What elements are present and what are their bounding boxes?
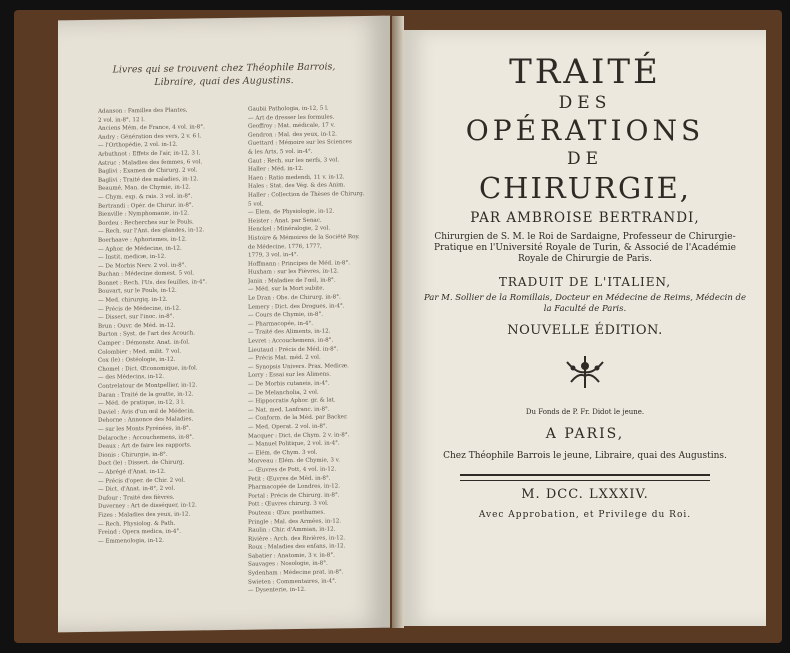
book-list-entry: Pott : Œuvres chirurg. 3 vol. [248,500,329,508]
book-list-entry: Janin : Maladies de l'œil, in-8°. [248,277,336,285]
book-list-entry: Pouteau : Œuv. posthumes. [248,509,325,517]
book-list-entry: — Emmenologia, in-12. [98,537,164,545]
book-list-entry: Andry : Génération des vers, 2 v. 6 l. [98,133,202,141]
book-list-entry: Haen : Ratio medendi, 11 v. in-12. [248,174,345,182]
book-list-entry: Pharmacopée de Londres, in-12. [248,483,341,491]
book-list-entry: — De Melancholia, 2 vol. [248,389,319,397]
book-list-entry: Chomel : Dict. Œconomique, in-fol. [98,365,198,373]
book-list-entry: — Instit. medicæ, in-12. [98,253,167,261]
book-list-entry: Bouvart, sur le Pouls, in-12. [98,288,177,296]
book-list-entry: Hales : Stat. des Vég. & des Anim. [248,182,346,191]
left-page-header [58,60,390,91]
title-de: DE [566,149,604,169]
book-list-column-1 [98,106,240,618]
book-list-entry: — Art de dresser les formules. [248,114,335,122]
title-des: DES [558,93,612,113]
book-gutter [392,16,404,628]
book-list-entry: Astruc : Maladies des femmes, 6 vol. [98,158,203,167]
book-list-entry: — Chym. exp. & rais. 3 vol. in-8°. [98,193,193,201]
title-page [404,30,766,626]
book-list-entry: Sauvages : Nosologie, in-8°. [248,561,328,569]
book-list-entry: Pringle : Mal. des Armées, in-12. [248,517,342,526]
book-list-entry: Cox (le) : Ostéologie, in-12. [98,356,176,364]
book-list-entry: Gaut : Rech. sur les nerfs, 3 vol. [248,156,340,165]
book-list-entry: Petit : Œuvres de Méd. in-8°. [248,475,331,483]
book-list-entry: Fizes : Maladies des yeux, in-12. [98,511,191,519]
book-list-entry: Adanson : Familles des Plantes, [98,107,188,115]
header-line: Libraire, quai des Augustins. [154,75,294,88]
book-list-entry: Roux : Maladies des enfans, in-12. [248,543,346,551]
book-list-entry: Duverney : Art de disséquer, in-12. [98,502,197,511]
translation-line: TRADUIT DE L'ITALIEN, [498,275,672,289]
book-list-entry: Deaux : Art de faire les rapports. [98,442,192,450]
book-list-entry: — Elém. de Chym. 3 vol. [248,449,318,457]
book-list-entry: — Conform. de la Méd. par Backer. [248,414,348,423]
book-list-entry: Delaroche : Accouchemens, in-8°. [98,433,194,442]
book-list-entry: Haller : Méd. in-12. [248,166,304,173]
book-list-entry: Boerhaave : Aphorismes, in-12. [98,236,187,244]
book-list-entry: Hoffmann : Principes de Méd. in-8°. [248,259,351,268]
imprint-city: A PARIS, [545,426,625,442]
book-list-entry: Swieten : Commentaires, in-4°. [248,578,337,586]
book-list-entry: Dionis : Chirurgie, in-8°. [98,451,168,459]
book-list-entry: — Rech. Physiolog. & Path. [98,520,176,528]
book-list-entry: — Œuvres de Pott, 4 vol. in-12. [248,466,337,474]
book-list-entry: Morveau : Elém. de Chymie, 3 v. [248,457,340,466]
book-list-entry: Freind : Opera medica, in-4°. [98,528,181,536]
book-list-entry: Bertrandi : Opér. de Chirur. in-8°. [98,201,194,210]
book-list-entry: — sur les Monts Pyrénées, in-8°. [98,425,191,433]
book-list-entry: — Méd. sur la Mort subite. [248,286,325,294]
privilege-line: Avec Approbation, et Privilege du Roi. [478,510,692,520]
book-list-entry: — Traité des Aliments, in-12. [248,328,331,337]
book-list-entry: & les Arts, 5 vol. in-4°. [248,148,313,156]
book-list-entry: Colombier : Med. milit. 7 vol. [98,348,181,356]
book-list-entry: — Abrégé d'Anat. in-12. [98,468,166,476]
book-list-entry: Sabatier : Anatomie, 3 v. in-8°. [248,552,335,560]
book-list-entry: Burton : Syst. de l'art des Acouch. [98,330,195,339]
book-list-entry: Bonnet : Rech. l'Us. des feuilles, in-4°. [98,279,208,287]
book-list-entry: Dufour : Traité des fièvres. [98,494,175,502]
book-list-entry: — Dysenterie, in-12. [248,587,306,594]
double-rule [460,474,710,481]
book-list-entry: 2 vol. in-8°, 12 l. [98,116,145,124]
book-list-entry: — De Morbis cutaneis, in-4°. [248,380,330,388]
book-list-entry: — Dict. d'Anat. in-8°, 2 vol. [98,485,176,493]
book-list-entry: — l'Orthopédie, 2 vol. in-12. [98,142,178,150]
book-list-entry: — Méd. de pratique, in-12, 3 l. [98,399,185,407]
printer-ornament-icon [561,352,609,392]
book-list-entry: Huxham : sur les Fièvres, in-12. [248,268,339,276]
book-list-entry: Daviel : Avis d'un œil de Médecin. [98,408,195,416]
book-list-entry: — Précis Mat. méd. 2 vol. [248,354,321,362]
book-list-entry: Sydenham : Médecine prat. in-8°. [248,569,344,577]
book-list-entry: Baglivi : Traité des maladies, in-12. [98,176,199,184]
printer-note: Du Fonds de P. Fr. Didot le jeune. [525,408,645,416]
book-list-entry: Macquer : Dict. de Chym. 2 v. in-8°. [248,431,350,440]
book-list-entry: 1779, 3 vol. in-4°. [248,252,299,259]
imprint-publisher: Chez Théophile Barrois le jeune, Libraire, quai des Augustins. [443,451,727,461]
book-list-entry: 5 vol. [248,200,264,208]
book-list-entry: Geoffroy : Mat. médicale, 17 v. [248,122,335,130]
book-list-entry: Portal : Précis de Chirurg. in-8°. [248,492,340,500]
book-list-entry: Bienville : Nymphomanie, in-12. [98,210,190,218]
book-list-entry: — Précis de Médecine, in-12. [98,305,181,313]
book-list-entry: Lemery : Dict. des Drogues, in-4°. [248,302,345,311]
book-list-entry: Dehorne : Annonce des Maladies. [98,416,194,425]
book-list-entry: Gaubii Pathologia, in-12, 5 l. [248,105,329,113]
book-list-entry: Brun : Ouvr. de Méd. in-12. [98,322,176,330]
book-list-entry: — Précis d'oper. de Chir. 2 vol. [98,477,186,485]
book-list-entry: Levret : Accouchemens, in-8°. [248,337,334,345]
title-operations: OPÉRATIONS [465,114,705,147]
book-list-entry: Buchan : Médecine domest. 5 vol. [98,270,195,279]
book-list-entry: — Dissert. sur l'inoc. in-8°. [98,313,175,322]
book-list-entry: Baglivi : Examen de Chirurg. 2 vol. [98,167,198,175]
book-list [98,104,380,618]
book-list-entry: Camper : Démonstr. Anat. in-fol. [98,339,190,347]
translator-credentials: Par M. Sollier de la Romillais, Docteur en Médecine de Reims, Médecin de la Faculté de Paris. [423,293,747,314]
book-list-entry: — Med. Operat. 2 vol. in-8°. [248,423,328,431]
book-list-entry: Lorry : Essai sur les Alimens. [248,371,331,380]
book-list-entry: Histoire & Mémoires de la Société Roy. [248,234,360,242]
header-line: Livres qui se trouvent chez Théophile Barrois, [112,61,336,76]
edition-line: NOUVELLE ÉDITION. [507,323,663,338]
book-list-entry: Le Dran : Obs. de Chirurg. in-8°. [248,294,341,302]
book-list-entry: Beaumé, Man. de Chymie, in-12. [98,184,191,193]
book-list-entry: Guettard : Mémoire sur les Sciences [248,139,352,148]
book-list-entry: — Pharmacopée, in-4°. [248,320,314,328]
book-list-entry: Raulin : Chir. d'Ammian, in-12. [248,526,336,534]
book-list-entry: — Rech. sur l'Ant. des glandes, in-12. [98,227,205,236]
book-list-entry: — Manuel Politique, 2 vol. in-4°. [248,440,340,448]
book-list-entry: — Cours de Chymie, in-8°. [248,311,324,319]
title-traite: TRAITÉ [509,52,661,92]
left-page [58,16,390,633]
book-list-entry: Haller : Collection de Thèses de Chirurg. [248,190,365,199]
book-list-entry: de Médecine, 1776, 1777, [248,243,322,251]
book-list-entry: — Med. chirurgiq. in-12. [98,296,168,304]
book-list-entry: — Hippocratis Aphor. gr. & lat. [248,397,336,405]
book-list-entry: Gendron : Mal. des yeux, in-12. [248,131,337,139]
book-list-entry: Rivière : Arch. des Rivières, in-12. [248,534,346,543]
book-list-entry: Daran : Traité de la goutte, in-12. [98,391,194,399]
book-list-entry: Doct (le) : Dissert. de Chirurg. [98,459,185,468]
book-list-entry: — Elem. de Physiologie, in-12. [248,208,335,216]
title-chirurgie: CHIRURGIE, [478,171,692,205]
author-line: PAR AMBROISE BERTRANDI, [470,210,700,226]
imprint-year: M. DCC. LXXXIV. [521,487,649,502]
book-list-entry: Henckel : Minéralogie, 2 vol. [248,225,331,233]
book-list-column-2 [248,104,390,616]
book-list-entry: — Aphor. de Médecine, in-12. [98,245,182,253]
book-list-entry: Bordeu : Recherches sur le Pouls. [98,219,194,227]
book-list-entry: — Nat. med. Lanfranc. in-8°. [248,406,330,414]
book-list-entry: — des Médecins, in-12. [98,374,164,382]
book-list-entry: — Synopsis Univers. Prax. Medicæ. [248,363,349,371]
book-list-entry: Heister : Anat. par Senac. [248,217,322,225]
author-credentials: Chirurgien de S. M. le Roi de Sardaigne, Professeur de Chirurgie-Pratique en l'Université Royale de Turin, & Associé de l'Académie Royale de Chirurgie de Paris. [434,232,736,264]
book-list-entry: — De Morbis Nerv. 2 vol. in-8°. [98,262,187,270]
book-list-entry: Arbuthnot : Effets de l'air, in-12, 3 l. [98,150,201,158]
book-list-entry: Lieutaud : Précis de Méd. in-8°. [248,346,339,354]
book-list-entry: Anciens Mém. de France, 4 vol. in-8°. [98,124,205,132]
book-list-entry: Contrelatour de Montpellier, in-12. [98,382,198,390]
